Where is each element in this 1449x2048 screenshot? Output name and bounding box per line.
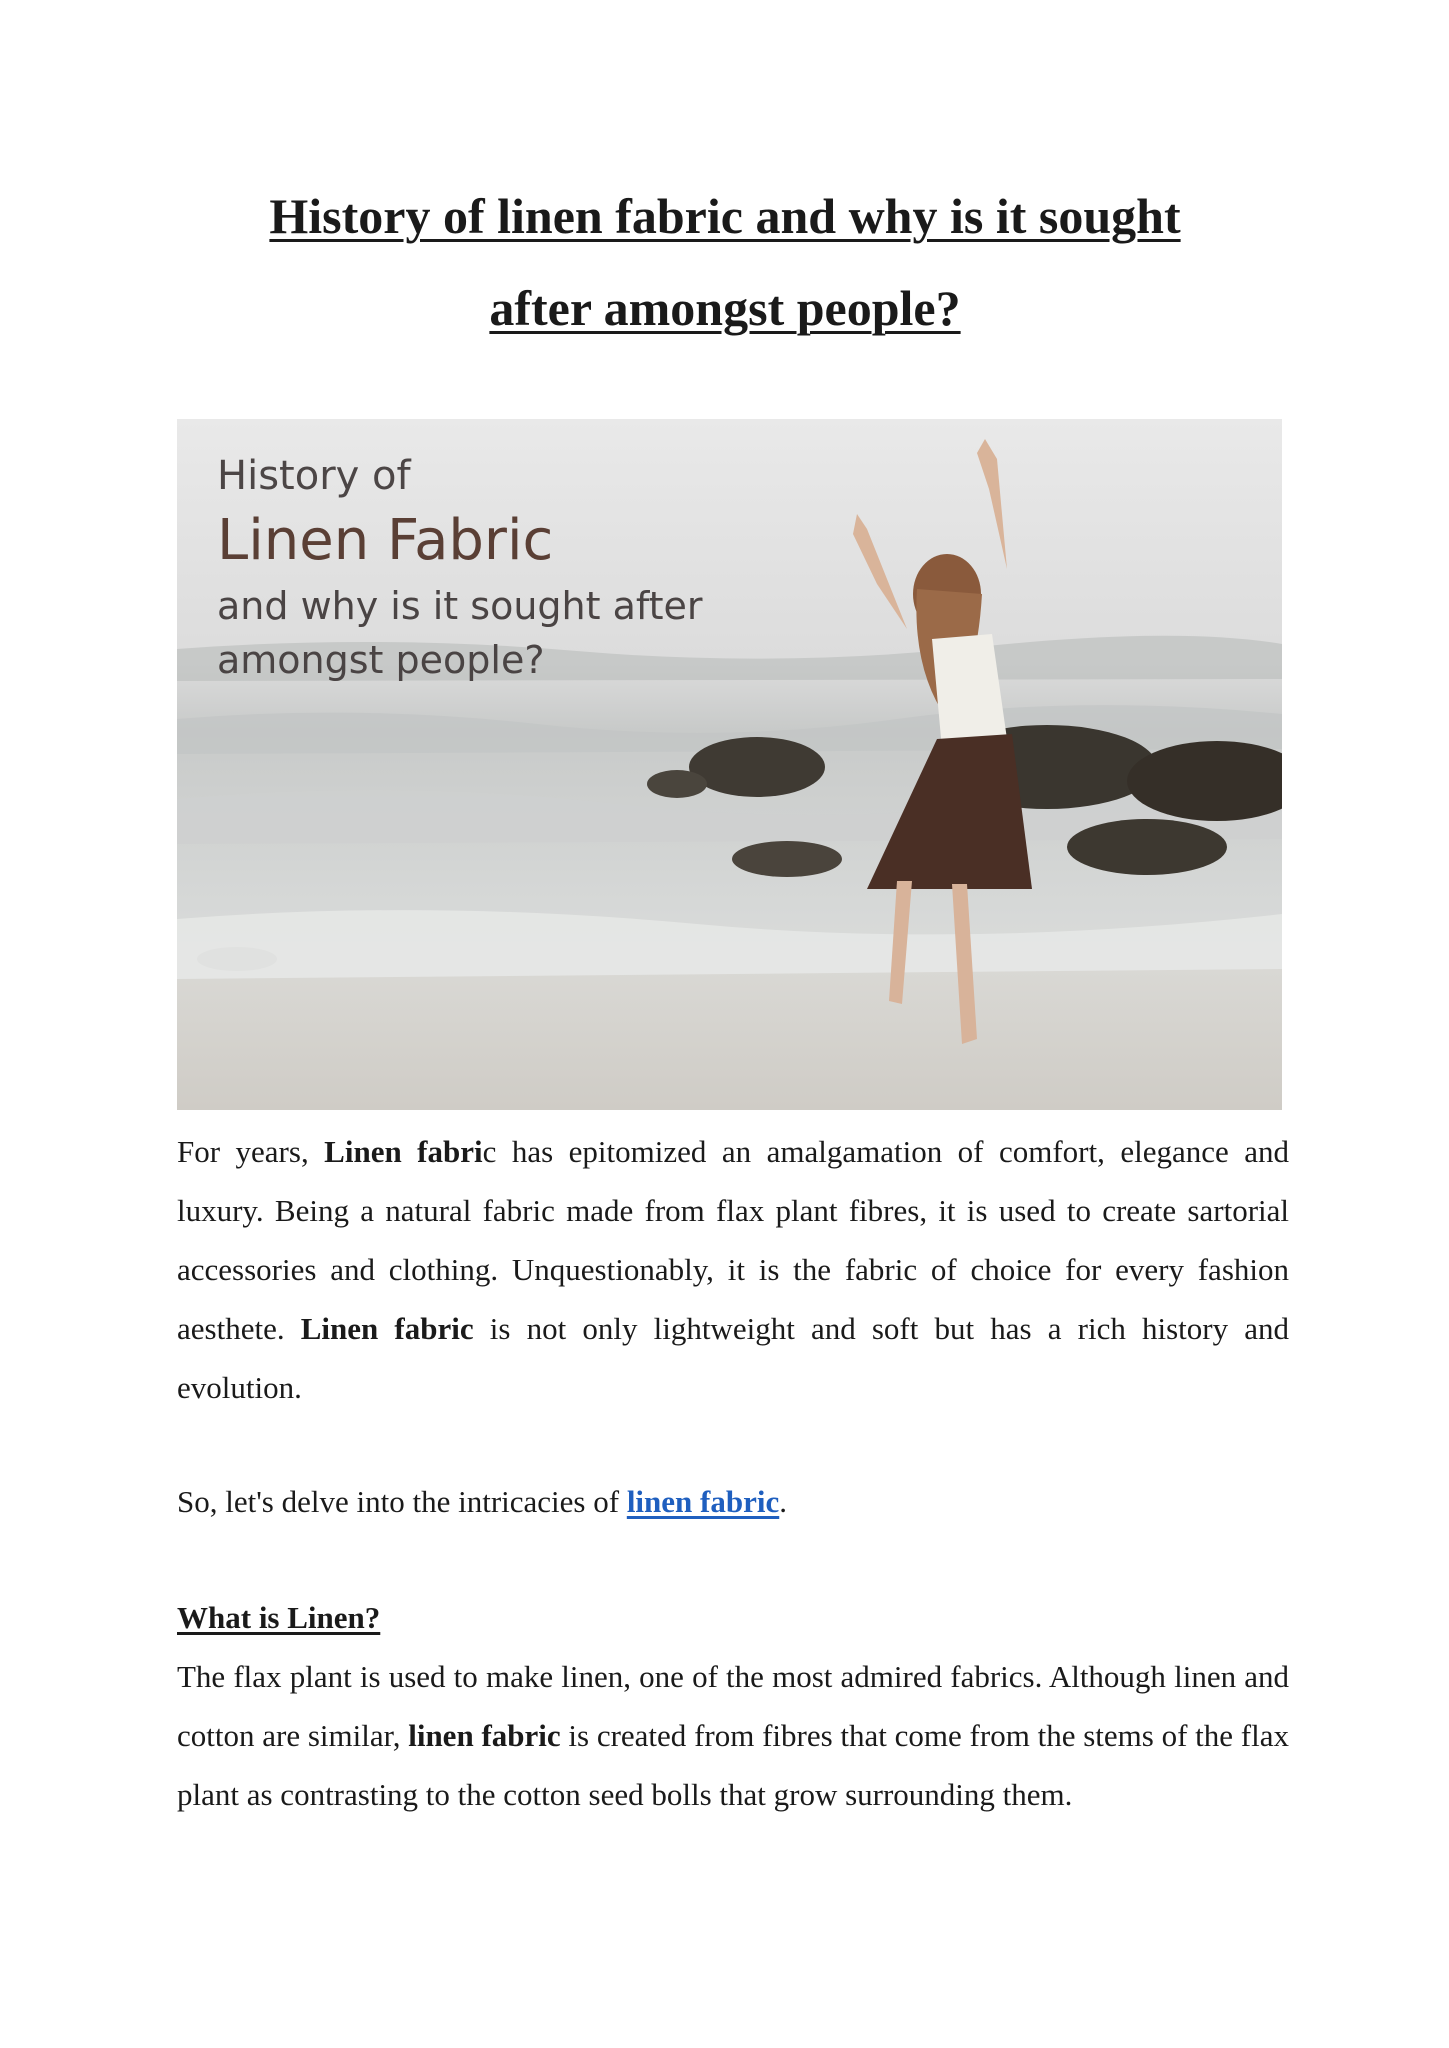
bold-text: Linen fabri (324, 1134, 483, 1169)
bold-text: linen fabric (408, 1718, 561, 1753)
text: . (779, 1484, 787, 1519)
title-line-1: History of linen fabric and why is it sought (269, 188, 1181, 244)
intro-paragraph (177, 1122, 1289, 1417)
text: has epitomized an amalgamation of comfort, elegance and luxury. Being a natural fabric made from flax plant fibres, it is used to create sartorial accessories and clothing. Unquestionably, it is the fabric of choice for every fashion aesthete. (177, 1134, 1289, 1346)
hero-line-3: and why is it sought after (217, 584, 703, 628)
section-heading: What is Linen? (177, 1600, 381, 1635)
text: is not only lightweight and soft but has a rich history and evolution. (177, 1311, 1289, 1405)
text: So, let's delve into the intricacies of (177, 1484, 627, 1519)
text: For years, (177, 1134, 325, 1169)
hero-line-4: amongst people? (217, 638, 545, 682)
bold-text: Linen fabric (300, 1311, 474, 1346)
hero-line-2: Linen Fabric (217, 508, 554, 573)
delve-paragraph (177, 1472, 1289, 1531)
text: The flax plant is used to make linen, one of the most admired fabrics. Although linen and cotton are similar, (177, 1659, 1289, 1753)
hero-line-1: History of (217, 453, 411, 499)
what-is-linen-paragraph (177, 1647, 1289, 1824)
text: is created from fibres that come from the stems of the flax plant as contrasting to the cotton seed bolls that grow surrounding them. (177, 1718, 1289, 1812)
title-line-2: after amongst people? (489, 280, 961, 336)
hero-overlay-text (217, 449, 702, 687)
text: c (482, 1134, 497, 1169)
linen-fabric-link[interactable]: linen fabric (626, 1484, 780, 1519)
page-title (200, 170, 1250, 354)
hero-image (177, 419, 1282, 1110)
